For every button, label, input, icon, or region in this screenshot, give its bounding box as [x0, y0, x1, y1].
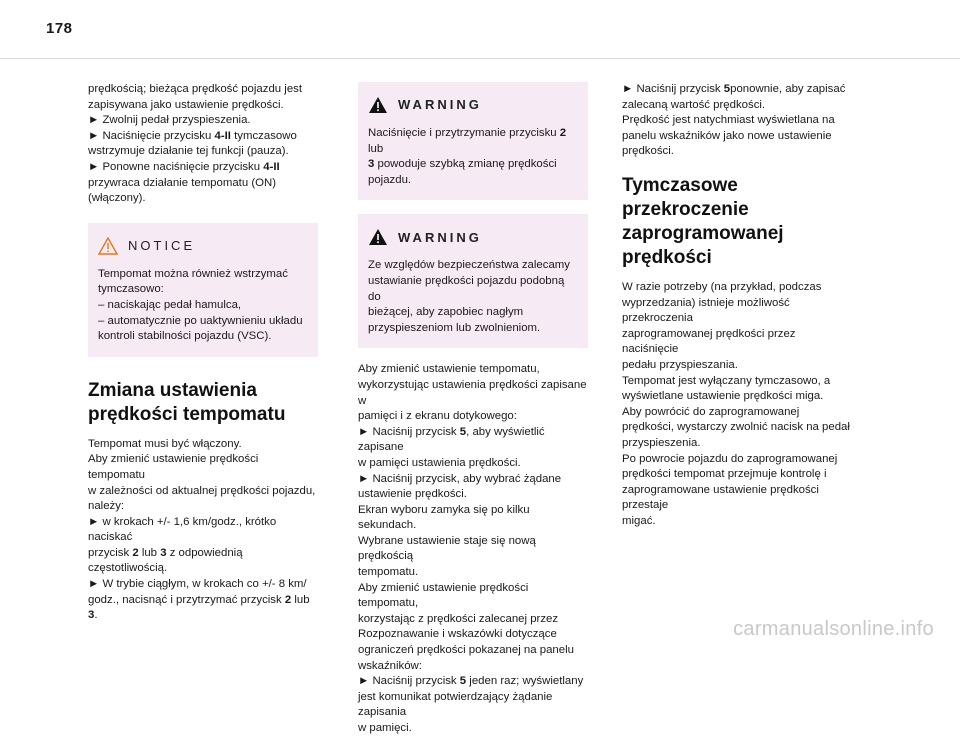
temporary-exceed-paragraph: W razie potrzeby (na przykład, podczas wyprzedzania) istnieje możliwość przekroczenia zaprogramowanej prędkości przez naciśnięcie pedału przyspieszania. Tempomat jest wyłączany tymczasowo, a wyświetlane ustawienie prędkości miga. Aby powrócić do zaprogramowanej prędkości, wystarczy zwolnić nacisk na pedał przyspieszenia. Po powrocie pojazdu do zaprogramowanej prędkości tempomat przejmuje kontrolę i zaprogramowane ustawienie prędkości przestaje migać.: [622, 280, 850, 527]
section-heading-speed-change: Zmiana ustawienia prędkości tempomatu: [88, 379, 286, 425]
column-2: [358, 82, 588, 737]
warning-title: WARNING: [398, 97, 482, 113]
header-divider: [0, 58, 960, 59]
warning-text: Naciśnięcie i przytrzymanie przycisku 2 lub 3 powoduje szybką zmianę prędkości pojazdu.: [368, 127, 567, 186]
intro-paragraph: prędkością; bieżąca prędkość pojazdu jest zapisywana jako ustawienie prędkości. ► Zwolnij pedał przyspieszenia. ► Naciśnięcie przycisku 4-II tymczasowo wstrzymuje działanie tej funkcji (pauza). ► Ponowne naciśnięcie przycisku 4-II przywraca działanie tempomatu (ON) (włączony).: [88, 83, 303, 205]
warning-text: Ze względów bezpieczeństwa zalecamy ustawianie prędkości pojazdu podobną do bieżącej, aby zapobiec nagłym przyspieszeniom lub zwolnieniom.: [368, 259, 570, 334]
notice-warning-icon: [98, 237, 118, 255]
save-speed-paragraph: ► Naciśnij przycisk 5ponownie, aby zapisać zalecaną wartość prędkości. Prędkość jest natychmiast wyświetlana na panelu wskaźników jako nowe ustawienie prędkości.: [622, 83, 846, 158]
section-heading-temporary-exceed: Tymczasowe przekroczenie zaprogramowanej prędkości: [622, 174, 784, 268]
notice-title: NOTICE: [128, 237, 196, 253]
warning-title: WARNING: [398, 229, 482, 245]
warning-box-2: [358, 214, 588, 348]
notice-text: Tempomat można również wstrzymać tymczasowo: – naciskając pedał hamulca, – automatycznie po uaktywnieniu układu kontroli stabilności pojazdu (VSC).: [98, 267, 303, 343]
column-1: [88, 82, 318, 624]
warning-box-1: [358, 82, 588, 200]
warning-icon: [368, 228, 388, 246]
notice-box: [88, 223, 318, 357]
memory-settings-paragraph: Aby zmienić ustawienie tempomatu, wykorzystując ustawienia prędkości zapisane w pamięci i z ekranu dotykowego: ► Naciśnij przycisk 5, aby wyświetlić zapisane w pamięci ustawienia prędkości. ► Naciśnij przycisk, aby wybrać żądane ustawienie prędkości. Ekran wyboru zamyka się po kilku sekundach. Wybrane ustawienie staje się nową prędkością tempomatu. Aby zmienić ustawienie prędkości tempomatu, korzystając z prędkości zalecanej przez Rozpoznawanie i wskazówki dotyczące ograniczeń prędkości pokazanej na panelu wskaźników: ► Naciśnij przycisk 5 jeden raz; wyświetlany jest komunikat potwierdzający żądanie zapisania w pamięci.: [358, 363, 587, 734]
page-number: 178: [46, 20, 73, 37]
warning-icon: [368, 96, 388, 114]
column-3: [622, 82, 852, 529]
speed-change-paragraph: Tempomat musi być włączony. Aby zmienić ustawienie prędkości tempomatu w zależności od aktualnej prędkości pojazdu, należy: ► w krokach +/- 1,6 km/godz., krótko naciskać przycisk 2 lub 3 z odpowiednią częstotliwością. ► W trybie ciągłym, w krokach co +/- 8 km/ godz., nacisnąć i przytrzymać przycisk 2 lub 3.: [88, 437, 316, 622]
watermark: carmanualsonline.info: [733, 618, 934, 640]
